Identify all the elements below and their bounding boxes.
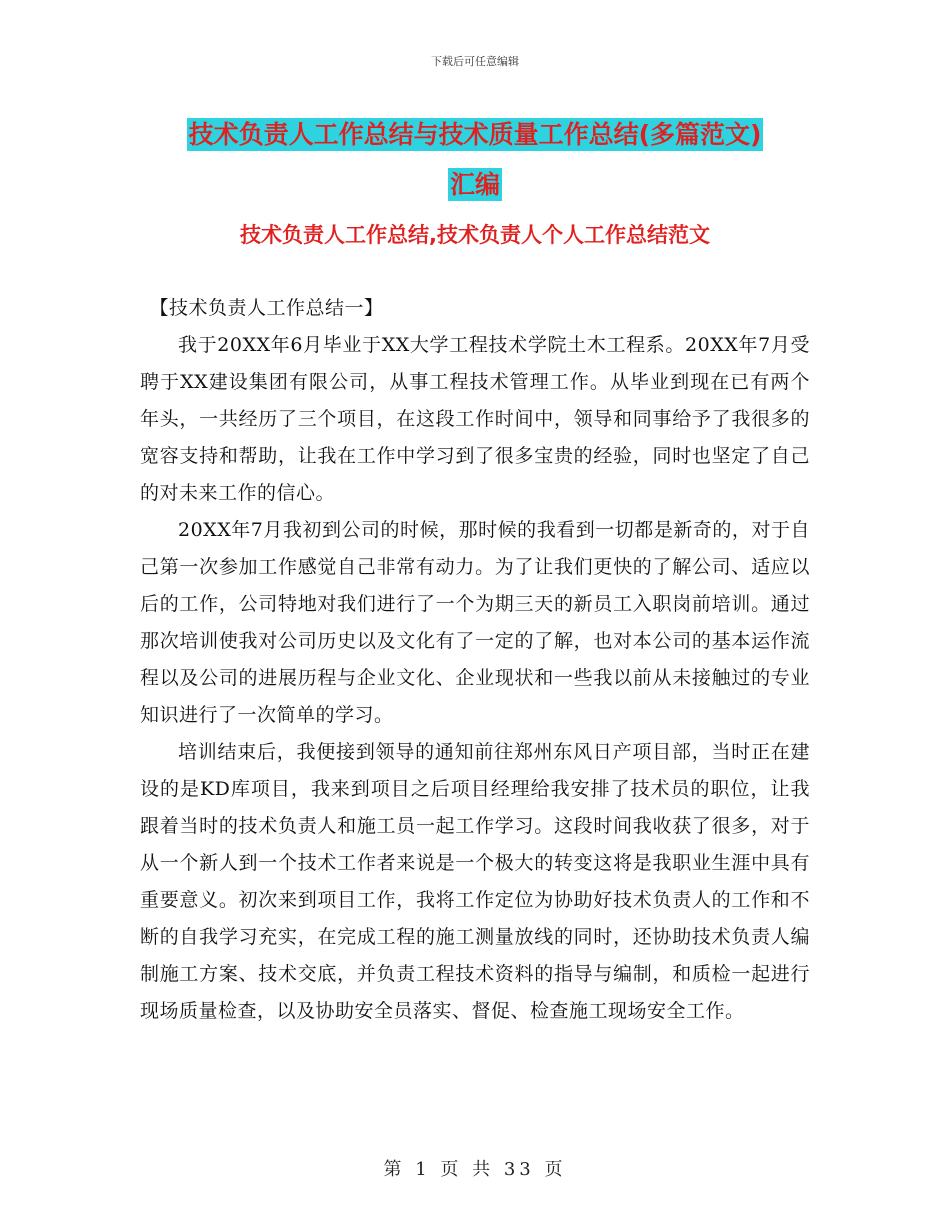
document-subtitle: 技术负责人工作总结,技术负责人个人工作总结范文 <box>240 223 710 247</box>
document-body <box>140 290 810 1030</box>
paragraph-1: 我于20XX年6月毕业于XX大学工程技术学院土木工程系。20XX年7月受聘于XX建设集团有限公司，从事工程技术管理工作。从毕业到现在已有两个年头，一共经历了三个项目，在这段工作时间中，领导和同事给予了我很多的宽容支持和帮助，让我在工作中学习到了很多宝贵的经验，同时也坚定了自己的对未来工作的信心。 <box>140 334 810 504</box>
title-line-2: 汇编 <box>449 170 500 199</box>
paragraph-2: 20XX年7月我初到公司的时候，那时候的我看到一切都是新奇的，对于自己第一次参加工作感觉自己非常有动力。为了让我们更快的了解公司、适应以后的工作，公司特地对我们进行了一个为期三天的新员工入职岗前培训。通过那次培训使我对公司历史以及文化有了一定的了解，也对本公司的基本运作流程以及公司的进展历程与企业文化、企业现状和一些我以前从未接触过的专业知识进行了一次简单的学习。 <box>140 519 810 726</box>
paragraph-3: 培训结束后，我便接到领导的通知前往郑州东风日产项目部，当时正在建设的是KD库项目，我来到项目之后项目经理给我安排了技术员的职位，让我跟着当时的技术负责人和施工员一起工作学习。这段时间我收获了很多，对于从一个新人到一个技术工作者来说是一个极大的转变这将是我职业生涯中具有重要意义。初次来到项目工作，我将工作定位为协助好技术负责人的工作和不断的自我学习充实，在完成工程的施工测量放线的同时，还协助技术负责人编制施工方案、技术交底，并负责工程技术资料的指导与编制，和质检一起进行现场质量检查，以及协助安全员落实、督促、检查施工现场安全工作。 <box>140 741 810 1022</box>
title-line-1: 技术负责人工作总结与技术质量工作总结(多篇范文) <box>188 120 762 149</box>
page-footer: 第 1 页 共 33 页 <box>383 1159 567 1180</box>
document-title <box>140 110 810 210</box>
section-heading: 【技术负责人工作总结一】 <box>149 297 384 319</box>
header-note: 下载后可任意编辑 <box>431 55 519 68</box>
